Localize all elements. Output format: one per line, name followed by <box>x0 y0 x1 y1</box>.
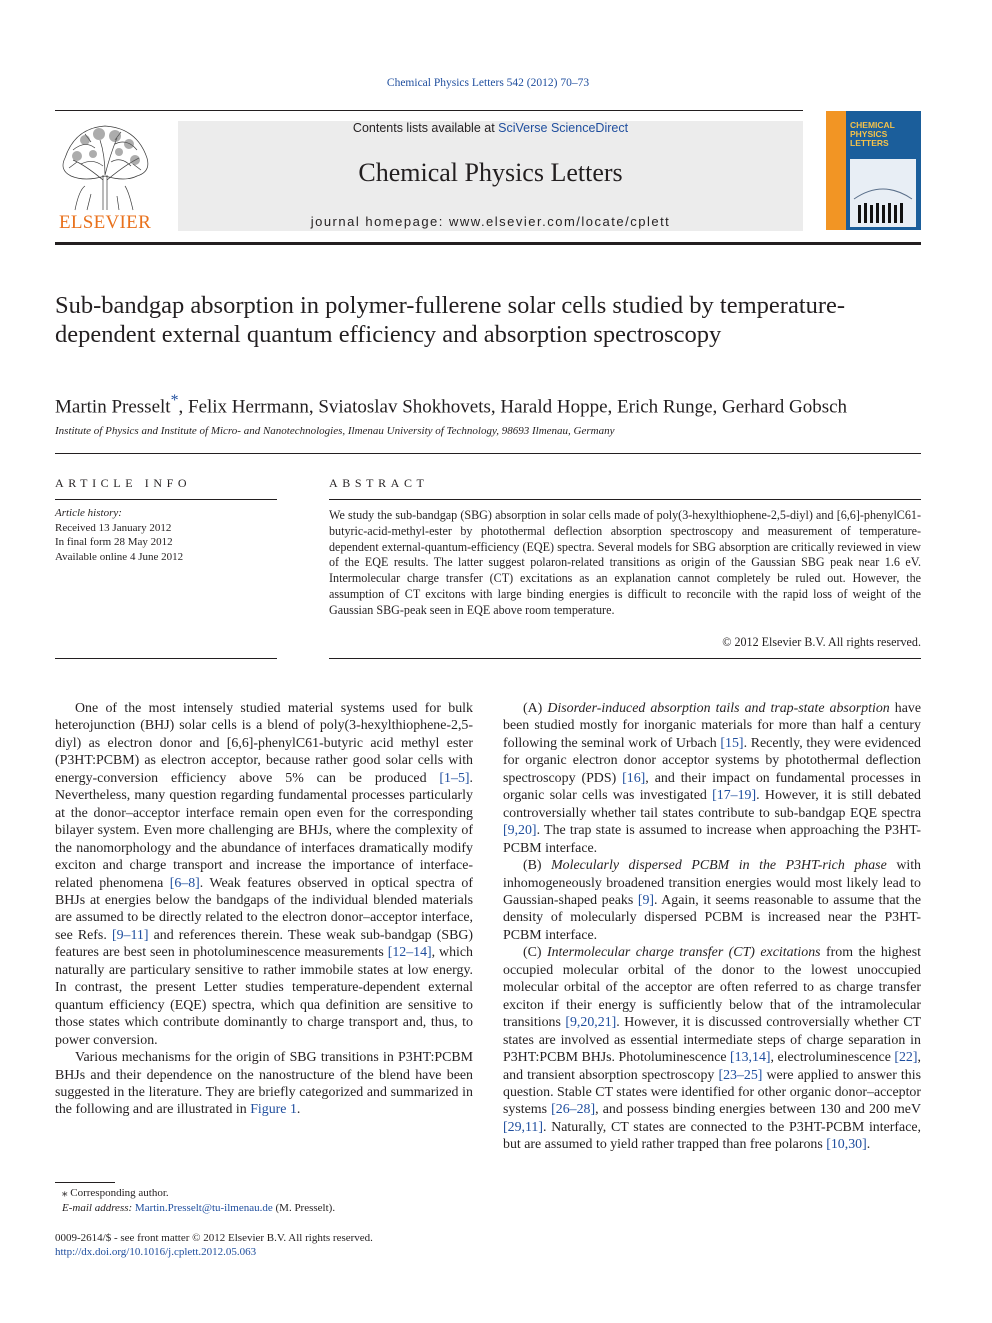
reference-link[interactable]: [9–11] <box>111 927 149 943</box>
body-column-left <box>55 700 473 1119</box>
journal-cover-thumbnail <box>826 111 921 230</box>
cover-title-line: PHYSICS <box>850 129 888 139</box>
sciencedirect-link[interactable]: SciVerse ScienceDirect <box>498 121 629 135</box>
email-suffix: (M. Presselt). <box>272 1202 336 1214</box>
text-run: . <box>866 1137 871 1153</box>
cover-image <box>850 159 916 227</box>
email-note <box>55 1201 475 1216</box>
text-run: from the highest occupied molecular orbital of the donor to the lowest unoccupied molecular orbital of the acceptor are often referred to as charge transfer exciton if their energy is sufficiently below that of the intramolecular transitions <box>503 945 921 1031</box>
reference-link[interactable]: [9,20] <box>503 823 537 839</box>
text-run: , and their impact on fundamental processes in organic solar cells was investigated <box>503 770 921 804</box>
article-info-rule <box>55 499 277 500</box>
contents-prefix: Contents lists available at <box>352 121 499 135</box>
mechanism-title: Intermolecular charge transfer (CT) excitations <box>546 945 821 961</box>
author-names-rest: , Felix Herrmann, Sviatoslav Shokhovets, Harald Hoppe, Erich Runge, Gerhard Gobsch <box>178 396 848 418</box>
reference-link[interactable]: [9] <box>637 892 655 908</box>
text-run: . Weak features observed in optical spectra of BHJs at energies below the bandgaps of the individual blended materials are assumed to be directly related to the electron donor–acceptor interface, see Refs. <box>55 875 473 943</box>
text-run: , electroluminescence <box>770 1050 895 1066</box>
text-run: (C) <box>523 945 547 961</box>
figure-link[interactable]: Figure 1 <box>250 1102 297 1118</box>
body-column-right <box>503 700 921 1154</box>
tree-icon <box>55 120 155 212</box>
header-top-rule <box>55 110 803 111</box>
corresponding-author-mark[interactable]: * <box>170 392 179 409</box>
online-date: Available online 4 June 2012 <box>55 550 184 563</box>
text-run: , and transient absorption spectroscopy <box>503 1050 921 1083</box>
front-matter <box>55 1231 505 1259</box>
corresponding-label: Corresponding author. <box>70 1187 169 1199</box>
journal-name: Chemical Physics Letters <box>358 158 623 187</box>
reference-link[interactable]: [9,20,21] <box>565 1015 617 1031</box>
revised-date: In final form 28 May 2012 <box>55 536 173 549</box>
email-link[interactable]: Martin.Presselt@tu-ilmenau.de <box>134 1202 273 1214</box>
abstract-bottom-rule <box>329 658 921 659</box>
reference-link[interactable]: [6–8] <box>169 875 200 891</box>
text-run: (A) <box>523 701 548 716</box>
abstract-copyright: © 2012 Elsevier B.V. All rights reserved. <box>722 635 921 649</box>
corresponding-author-note <box>55 1186 475 1201</box>
mechanism-a-paragraph <box>503 700 921 857</box>
history-label: Article history: <box>55 507 122 519</box>
cover-graphic-icon <box>850 159 916 227</box>
abstract-text: We study the sub-bandgap (SBG) absorption in solar cells made of poly(3-hexylthiophene-2,5-diyl) and [6,6]-phenylC61-butyric-acid-methyl-ester by photothermal deflection absorption spectroscopy and measurement of temperature-dependent external-quantum-efficiency (EQE) spectra. Several models for SBG absorption are critically reviewed in view of the EQE results. The latter suggest polaron-related transitions as origin of the Gaussian SBG peak near 1.6 eV. Intermolecular charge transfer (CT) excitations as an explanation cannot completely be ruled out. However, the assumption of CT excitons with large binding energies is difficult to reconcile with the rapid loss of weight of the Gaussian SBG-peak seen in EQE above room temperature. <box>329 508 921 617</box>
reference-link[interactable]: [15] <box>720 735 744 751</box>
text-run: with inhomogeneously broadened transition energies would most likely lead to Gaussian-shaped peaks <box>503 858 922 908</box>
abstract-heading: ABSTRACT <box>329 476 429 490</box>
text-run: have been studied mostly for inorganic materials for more than half a century following the seminal work of Urbach <box>503 701 922 751</box>
email-label: E-mail address: <box>62 1202 135 1214</box>
abstract-rule <box>329 499 921 500</box>
text-run: . Recently, they were evidenced for organic electron donor acceptor systems by photothermal deflection spectroscopy (PDS) <box>503 735 921 786</box>
reference-link[interactable]: [22] <box>894 1050 918 1066</box>
footnote <box>55 1186 475 1216</box>
mechanisms-paragraph <box>55 1049 473 1119</box>
text-run: . <box>296 1102 301 1118</box>
doi-link[interactable]: http://dx.doi.org/10.1016/j.cplett.2012.05.063 <box>55 1246 257 1258</box>
reference-link[interactable]: [1–5] <box>439 770 470 786</box>
received-date: Received 13 January 2012 <box>55 521 172 534</box>
elsevier-wordmark: ELSEVIER <box>58 212 152 233</box>
mechanism-c-paragraph <box>503 944 921 1153</box>
article-title: Sub-bandgap absorption in polymer-fullerene solar cells studied by temperature-dependent external quantum efficiency and absorption spectroscopy <box>55 292 846 348</box>
reference-link[interactable]: [23–25] <box>718 1067 763 1083</box>
author-name: Martin Presselt <box>55 396 171 418</box>
text-run: . Again, it seems reasonable to assume that the density of molecularly dispersed PCBM is increased near the P3HT-PCBM interface. <box>503 892 921 943</box>
author-list <box>55 392 935 418</box>
reference-link[interactable]: [16] <box>622 770 646 786</box>
text-run: and references therein. These weak sub-bandgap (SBG) features are best seen in photoluminescence measurements <box>55 927 473 961</box>
text-run: . Nevertheless, many question regarding fundamental processes particularly at the donor–acceptor interface remain open even for the corresponding bilayer system. Even more challenging are BHJs, where the complexity of the nanomorphology and the abundance of interfaces dramatically modify exciton and charge transport and increase the importance of interface-related phenomena <box>55 770 473 891</box>
article-history <box>55 506 285 564</box>
journal-homepage[interactable]: journal homepage: www.elsevier.com/locate/cplett <box>310 214 671 229</box>
title-divider <box>55 453 921 454</box>
mechanism-title: Disorder-induced absorption tails and trap-state absorption <box>547 701 890 716</box>
text-run: . However, it is still debated controversially whether tail states contribute to sub-bandgap EQE spectra <box>503 788 921 821</box>
cover-title <box>850 121 895 148</box>
text-run: Various mechanisms for the origin of SBG transitions in P3HT:PCBM BHJs and their dependence on the nanostructure of the blend have been suggested in the literature. They are briefly categorized and summarized in the following and are illustrated in <box>55 1050 473 1118</box>
text-run: . Naturally, CT states are connected to the P3HT-PCBM interface, but are assumed to yield rather trapped than free polarons <box>503 1119 921 1153</box>
reference-link[interactable]: [26–28] <box>551 1102 596 1118</box>
affiliation: Institute of Physics and Institute of Micro- and Nanotechnologies, Ilmenau University of Technology, 98693 Ilmenau, Germany <box>55 425 615 437</box>
intro-paragraph <box>55 700 473 1049</box>
footnote-rule <box>55 1182 115 1183</box>
issn-line: 0009-2614/$ - see front matter © 2012 Elsevier B.V. All rights reserved. <box>55 1232 373 1244</box>
reference-link[interactable]: [13,14] <box>730 1050 771 1066</box>
reference-link[interactable]: [29,11] <box>503 1119 543 1135</box>
journal-banner <box>178 121 803 231</box>
header-bottom-rule <box>55 242 921 245</box>
text-run: One of the most intensely studied material systems used for bulk heterojunction (BHJ) solar cells is a blend of poly(3-hexylthiophene-2,5-diyl) as electron donor and [6,6]-phenylC61-butyric acid methyl ester (P3HT:PCBM) as electron acceptor, because rather good solar cells with energy-conversion efficiency above 5% can be produced <box>55 701 473 786</box>
article-info-heading: ARTICLE INFO <box>55 476 192 490</box>
footnote-mark: ⁎ <box>62 1187 68 1199</box>
cover-strip <box>826 111 846 230</box>
text-run: were applied to answer this question. Stable CT states were identified for other organic donor–acceptor systems <box>503 1067 921 1118</box>
text-run: , which naturally are particulary sensitive to rather immobile states at low energy. In contrast, the present Letter studies temperature-dependent external quantum efficiency (EQE) spectra, which qua definition are sensitive to those states which contribute dominantly to charge transport and, thus, to power conversion. <box>55 945 473 1048</box>
mechanism-title: Molecularly dispersed PCBM in the P3HT-rich phase <box>551 858 887 874</box>
cover-title-line: CHEMICAL <box>850 120 895 130</box>
reference-link[interactable]: [17–19] <box>712 788 757 804</box>
text-run: . However, it is discussed controversially whether CT states are involved as essential intermediate steps of charge separation in P3HT:PCBM BHJs. Photoluminescence <box>503 1015 921 1066</box>
reference-link[interactable]: [10,30] <box>826 1137 867 1153</box>
reference-link[interactable]: [12–14] <box>387 945 432 961</box>
mechanism-b-paragraph <box>503 857 921 944</box>
article-info-bottom-rule <box>55 658 277 659</box>
contents-availability <box>178 121 803 135</box>
cover-title-line: LETTERS <box>850 138 889 148</box>
text-run: (B) <box>523 858 552 874</box>
text-run: . The trap state is assumed to increase when approaching the P3HT-PCBM interface. <box>503 823 921 856</box>
journal-citation[interactable]: Chemical Physics Letters 542 (2012) 70–73 <box>386 77 590 89</box>
text-run: , and possess binding energies between 130 and 200 meV <box>595 1102 921 1118</box>
